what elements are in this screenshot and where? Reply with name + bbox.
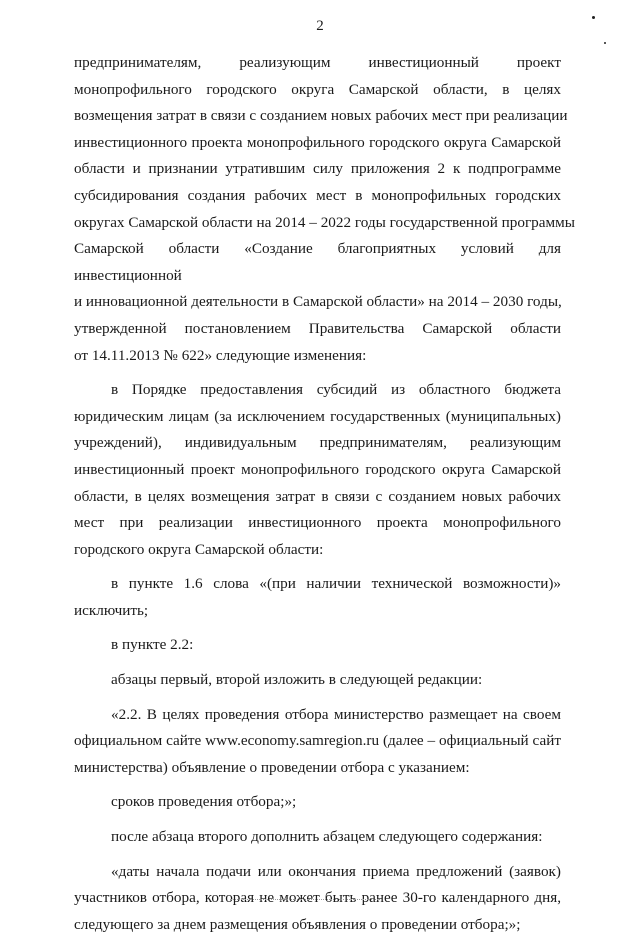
text-line: Самарской области «Создание благоприятных условий для инвестиционной bbox=[74, 240, 561, 284]
text-line: предпринимателям, реализующим инвестиционный проект bbox=[74, 54, 561, 71]
text-line: инвестиционного проекта монопрофильного городского округа Самарской bbox=[74, 133, 561, 151]
text-line: после абзаца второго дополнить абзацем следующего содержания: bbox=[111, 828, 543, 846]
text-line: области и признании утратившим силу приложения 2 к подпрограмме bbox=[74, 160, 561, 178]
paragraph bbox=[74, 789, 561, 816]
text-line: абзацы первый, второй изложить в следующей редакции: bbox=[111, 671, 483, 689]
text-line: городского округа Самарской области: bbox=[74, 540, 324, 558]
paragraph bbox=[74, 702, 561, 782]
text-line: сроков проведения отбора;»; bbox=[111, 793, 297, 811]
text-line: министерства) объявление о проведении отбора с указанием: bbox=[74, 758, 470, 776]
paragraph bbox=[74, 824, 561, 851]
text-line: области, в целях возмещения затрат в связи с созданием новых рабочих bbox=[74, 487, 561, 505]
text-line: инвестиционный проект монопрофильного городского округа Самарской bbox=[74, 460, 561, 478]
text-line: в Порядке предоставления субсидий из областного бюджета bbox=[111, 381, 561, 399]
text-line: монопрофильного городского округа Самарской области, в целях bbox=[74, 80, 561, 98]
text-line: утвержденной постановлением Правительства Самарской области bbox=[74, 319, 561, 337]
scan-artifact-dot bbox=[604, 42, 606, 44]
text-line: следующего за днем размещения объявления о проведении отбора;»; bbox=[74, 915, 521, 933]
document-body bbox=[74, 50, 575, 938]
paragraph bbox=[74, 377, 561, 563]
text-line: субсидирования создания рабочих мест в монопрофильных городских bbox=[74, 186, 561, 204]
paragraph bbox=[74, 50, 575, 369]
text-line: участников отбора, которая не может быть ранее 30-го календарного дня, bbox=[74, 889, 561, 907]
text-line: в пункте 2.2: bbox=[111, 636, 194, 654]
paragraph bbox=[74, 632, 561, 659]
text-line: округах Самарской области на 2014 – 2022 годы государственной программы bbox=[74, 213, 575, 231]
text-line: официальном сайте www.economy.samregion.ru (далее – официальный сайт bbox=[74, 732, 561, 750]
page-bottom-mark bbox=[230, 899, 380, 902]
text-line: «2.2. В целях проведения отбора министерство размещает на своем bbox=[111, 705, 561, 723]
text-line: исключить; bbox=[74, 601, 149, 619]
scan-artifact-dot bbox=[592, 16, 595, 19]
text-line: и инновационной деятельности в Самарской области» на 2014 – 2030 годы, bbox=[74, 293, 562, 311]
text-line: «даты начала подачи или окончания приема предложений (заявок) bbox=[111, 862, 561, 880]
paragraph bbox=[74, 571, 561, 624]
text-line: в пункте 1.6 слова «(при наличии технической возможности)» bbox=[111, 575, 561, 593]
text-line: учреждений), индивидуальным предпринимателям, реализующим bbox=[74, 434, 561, 452]
text-line: мест при реализации инвестиционного проекта монопрофильного bbox=[74, 514, 561, 532]
page-number: 2 bbox=[316, 18, 324, 34]
text-line: от 14.11.2013 № 622» следующие изменения: bbox=[74, 346, 367, 364]
text-line: юридическим лицам (за исключением государственных (муниципальных) bbox=[74, 407, 561, 425]
paragraph bbox=[74, 667, 561, 694]
text-line: возмещения затрат в связи с созданием новых рабочих мест при реализации bbox=[74, 107, 568, 125]
